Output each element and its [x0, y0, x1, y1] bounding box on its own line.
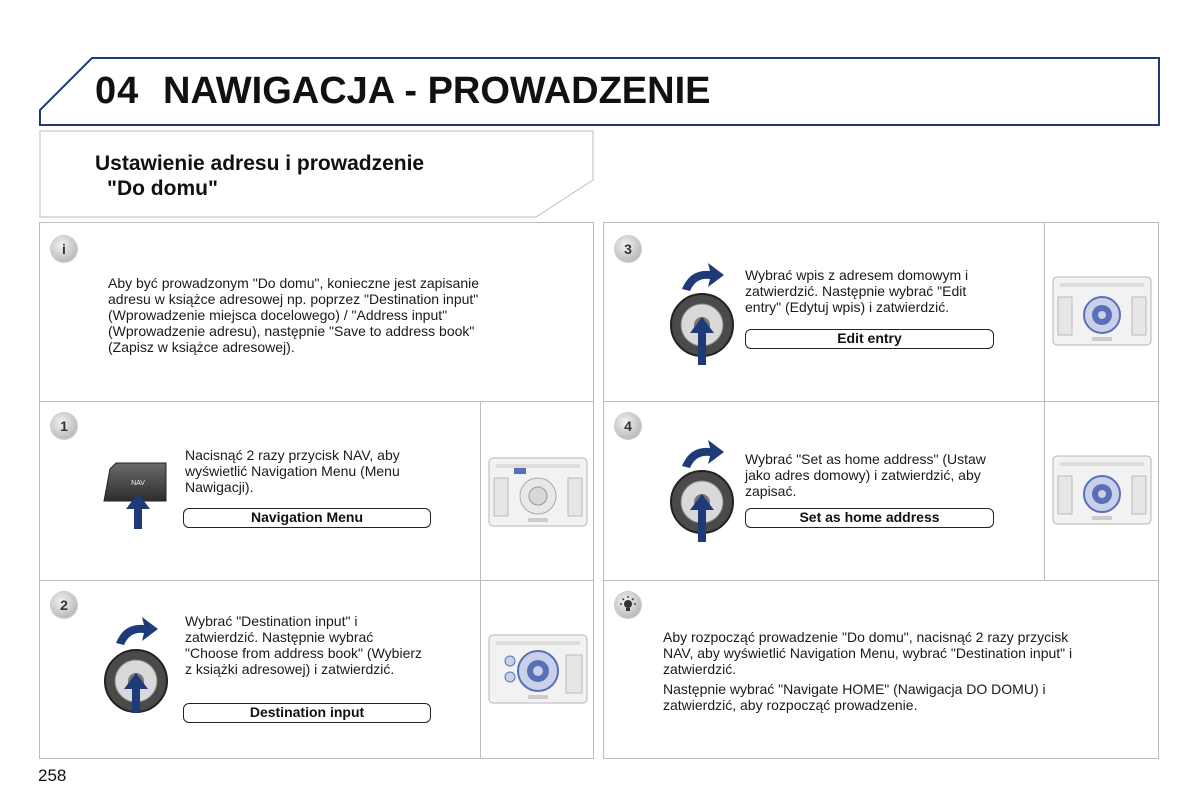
step-text-line: Nacisnąć 2 razy przycisk NAV, aby	[185, 447, 400, 463]
step-number-badge: 3	[615, 236, 641, 262]
tip-text-line: NAV, aby wyświetlić Navigation Menu, wybrać "Destination input" i	[663, 645, 1073, 661]
console-thumbnail-panel	[1044, 223, 1159, 401]
tip-text	[663, 629, 1072, 713]
rotary-knob-illustration	[668, 438, 738, 548]
step2-panel	[39, 580, 594, 759]
step-text-line: Wybrać "Set as home address" (Ustaw	[745, 451, 986, 467]
set-as-home-address-button[interactable]: Set as home address	[745, 508, 994, 528]
section-title-line: "Do domu"	[107, 177, 218, 200]
info-text-line: Aby być prowadzonym "Do domu", konieczne jest zapisanie	[108, 275, 480, 291]
rotate-arrow-icon	[682, 263, 724, 291]
info-panel	[39, 222, 594, 402]
step-text-line: zatwierdzić. Następnie wybrać "Edit	[745, 283, 967, 299]
console-thumbnail-panel	[1044, 402, 1159, 580]
step-text-line: z książki adresowej) i zatwierdzić.	[185, 661, 395, 677]
step1-panel	[39, 401, 594, 581]
console-illustration	[488, 631, 588, 706]
nav-key-label: NAV	[131, 480, 145, 487]
rotate-arrow-icon	[682, 440, 724, 468]
info-text-line: (Wprowadzenie miejsca docelowego) / "Address input"	[108, 307, 448, 323]
step4-text	[745, 451, 986, 499]
chapter-title: NAWIGACJA - PROWADZENIE	[163, 70, 711, 112]
step-text-line: wyświetlić Navigation Menu (Menu	[185, 463, 400, 479]
step-text-line: "Choose from address book" (Wybierz	[185, 645, 423, 661]
page-number: 258	[38, 766, 67, 785]
lightbulb-icon	[615, 592, 641, 618]
edit-entry-button[interactable]: Edit entry	[745, 329, 994, 349]
chapter-number: 04	[95, 70, 140, 112]
info-text-line: adresu w książce adresowej np. poprzez "Destination input"	[108, 291, 479, 307]
step-number-badge: 1	[51, 413, 77, 439]
console-thumbnail-panel	[480, 402, 594, 580]
step3-panel	[603, 222, 1159, 402]
step-text-line: Wybrać "Destination input" i	[185, 613, 358, 629]
step1-text	[185, 447, 400, 495]
step-number-badge: 2	[51, 592, 77, 618]
step-text-line: Wybrać wpis z adresem domowym i	[745, 267, 969, 283]
step-text-line: entry" (Edytuj wpis) i zatwierdzić.	[745, 299, 950, 315]
step-number-badge: 4	[615, 413, 641, 439]
tip-text-line: Następnie wybrać "Navigate HOME" (Nawigacja DO DOMU) i	[663, 681, 1046, 697]
tip-text-line: zatwierdzić.	[663, 661, 737, 677]
step3-text	[745, 267, 968, 315]
info-text-line: (Zapisz w książce adresowej).	[108, 339, 295, 355]
console-illustration	[1052, 452, 1152, 527]
step-text-line: zatwierdzić. Następnie wybrać	[185, 629, 374, 645]
step2-text	[185, 613, 422, 677]
destination-input-button[interactable]: Destination input	[183, 703, 431, 723]
console-illustration	[1052, 273, 1152, 348]
info-text-line: (Wprowadzenie adresu), następnie "Save to address book"	[108, 323, 475, 339]
nav-key-illustration	[100, 457, 170, 532]
section-title-line: Ustawienie adresu i prowadzenie	[95, 152, 425, 175]
info-icon: i	[51, 236, 77, 262]
step4-panel	[603, 401, 1159, 581]
rotary-knob-illustration	[102, 613, 172, 728]
console-thumbnail-panel	[480, 581, 594, 758]
step-text-line: zapisać.	[745, 483, 797, 499]
tip-panel	[603, 580, 1159, 759]
step-text-line: jako adres domowy) i zatwierdzić, aby	[745, 467, 981, 483]
rotary-knob-illustration	[668, 261, 738, 371]
navigation-menu-button[interactable]: Navigation Menu	[183, 508, 431, 528]
rotate-arrow-icon	[116, 617, 158, 645]
step-text-line: Nawigacji).	[185, 479, 254, 495]
console-illustration	[488, 454, 588, 529]
tip-text-line: Aby rozpocząć prowadzenie "Do domu", nacisnąć 2 razy przycisk	[663, 629, 1069, 645]
info-text	[108, 275, 479, 355]
section-title	[95, 151, 424, 201]
tip-text-line: zatwierdzić, aby rozpocząć prowadzenie.	[663, 697, 918, 713]
lightbulb-glyph	[615, 592, 641, 618]
